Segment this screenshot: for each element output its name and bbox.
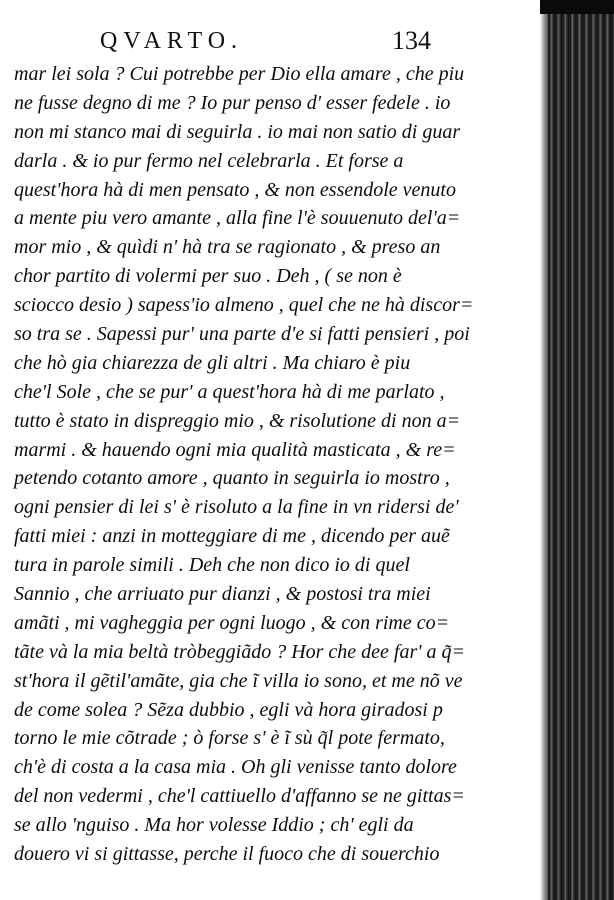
text-line: non mi stanco mai di seguirla . io mai non satio di guar: [14, 120, 461, 143]
text-line: mor mio , & quìdi n' hà tra se ragionato , & preso an: [14, 236, 441, 259]
text-line: se allo 'nguiso . Ma hor volesse Iddio ; ch' egli da: [14, 814, 414, 837]
text-line: st'hora il gẽtil'amãte, gia che ĩ villa io sono, et me nõ ve: [14, 669, 463, 692]
text-line: che hò gia chiarezza de gli altri . Ma chiaro è piu: [14, 351, 411, 374]
text-line: so tra se . Sapessi pur' una parte d'e si fatti pensieri , poi: [14, 323, 470, 346]
book-fore-edge: [548, 0, 614, 900]
running-head: QVARTO.: [100, 28, 244, 54]
text-line: che'l Sole , che se pur' a quest'hora hà di me parlato ,: [14, 380, 445, 403]
text-line: torno le mie cõtrade ; ò forse s' è ĩ sù q̃l pote fermato,: [14, 727, 445, 750]
book-top-edge: [540, 0, 614, 14]
text-line: Sannio , che arriuato pur dianzi , & postosi tra miei: [14, 583, 431, 606]
text-line: ogni pensier di lei s' è risoluto a la fine in vn ridersi de': [14, 496, 459, 519]
text-line: quest'hora hà di men pensato , & non essendole venuto: [14, 178, 456, 201]
text-line: del non vedermi , che'l cattiuello d'affanno se ne gittas=: [14, 785, 465, 808]
text-line: amãti , mi vagheggia per ogni luogo , & con rime co=: [14, 611, 450, 634]
text-line: tãte và la mia beltà tròbeggiãdo ? Hor che dee far' a q̃=: [14, 640, 466, 663]
text-line: ne fusse degno di me ? Io pur penso d' esser fedele . io: [14, 91, 451, 114]
text-line: chor partito di volermi per suo . Deh , ( se non è: [14, 265, 402, 288]
text-line: ch'è di costa a la casa mia . Oh gli venisse tanto dolore: [14, 756, 457, 779]
text-line: sciocco desio ) sapess'io almeno , quel che ne hà discor=: [14, 294, 474, 317]
text-line: petendo cotanto amore , quanto in seguirla io mostro ,: [14, 467, 450, 490]
text-line: tura in parole simili . Deh che non dico io di quel: [14, 554, 410, 577]
text-line: mar lei sola ? Cui potrebbe per Dio ella amare , che piu: [14, 63, 465, 85]
text-line: darla . & io pur fermo nel celebrarla . Et forse a: [14, 149, 404, 172]
text-line: de come solea ? Sẽza dubbio , egli và hora giradosi p: [14, 698, 443, 721]
text-line: marmi . & hauendo ogni mia qualità masticata , & re=: [14, 438, 456, 461]
text-line: douero vi si gittasse, perche il fuoco che di souerchio: [14, 843, 440, 866]
body-text: [14, 60, 474, 869]
text-line: a mente piu vero amante , alla fine l'è souuenuto del'a=: [14, 207, 461, 230]
text-line: fatti miei : anzi in motteggiare di me , dicendo per auẽ: [14, 525, 450, 548]
text-line: tutto è stato in dispreggio mio , & risolutione di non a=: [14, 409, 461, 432]
page-number: 134: [392, 26, 431, 55]
